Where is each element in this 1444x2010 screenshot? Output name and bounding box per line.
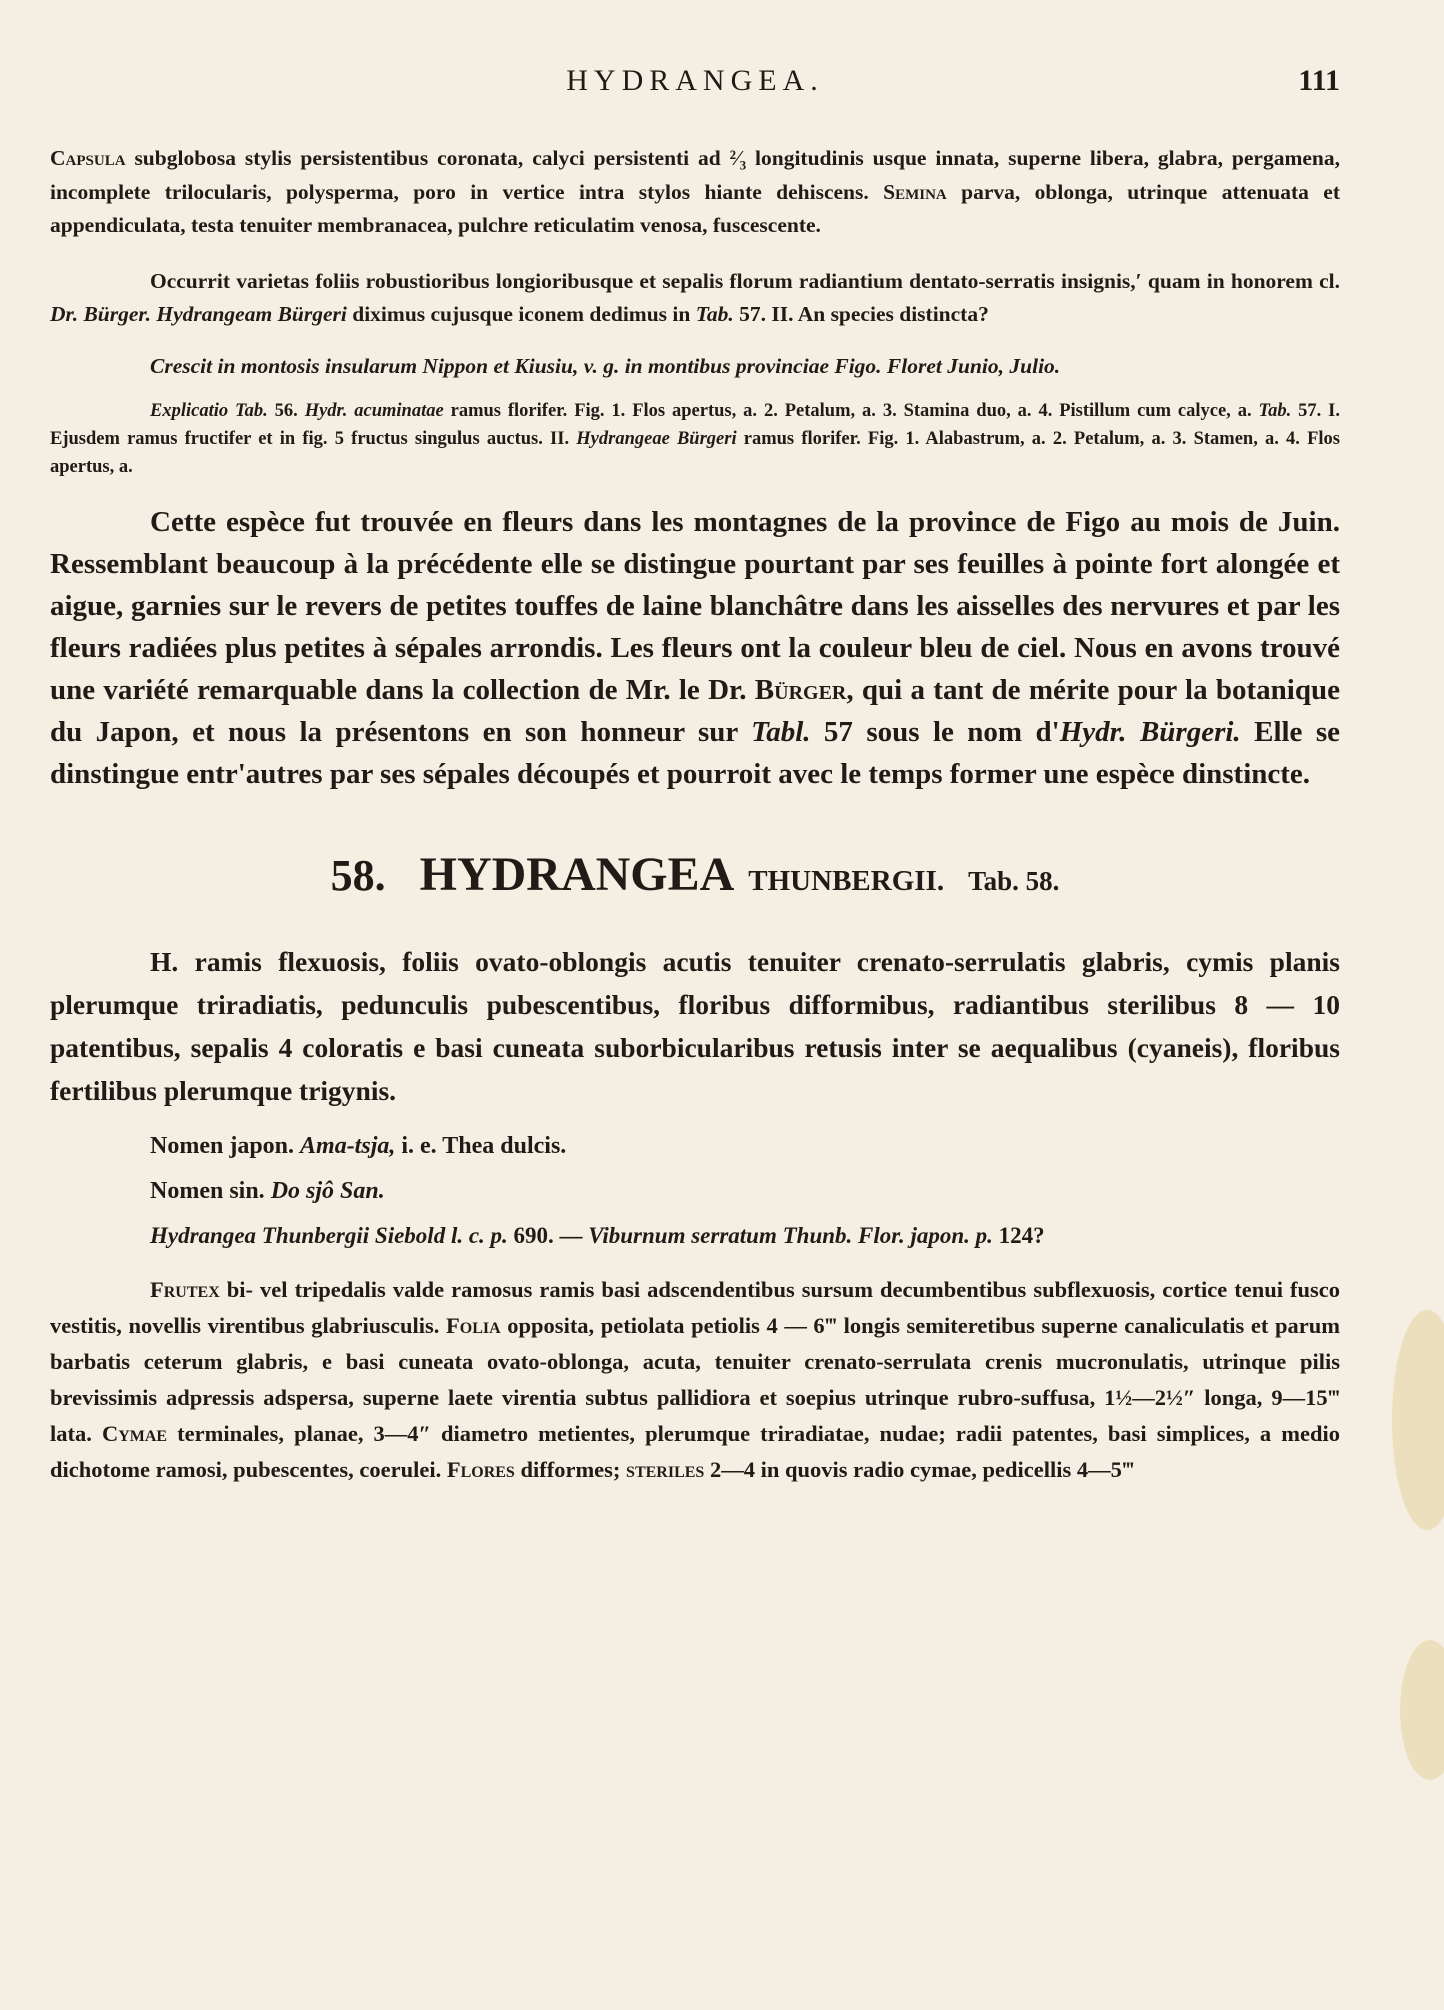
species-tab: Tab. 58. xyxy=(968,866,1060,896)
term-flores: Flores xyxy=(446,1457,515,1482)
french-text-3: 57 sous le nom d' xyxy=(810,716,1060,748)
synonym-text-1: Hydrangea Thunbergii Siebold l. c. p. xyxy=(150,1223,508,1248)
explicatio-hydr-2: Hydrangeae Bürgeri xyxy=(576,429,737,449)
capsula-text-3: parva, oblonga, utrinque attenuata et appendiculata, testa tenuiter membranacea, pulchre reticulatim venosa, fuscescente. xyxy=(50,179,1340,237)
term-frutex: Frutex xyxy=(150,1277,220,1302)
capsula-text-2: longitudinis usque innata, superne libera, glabra, pergamena, incomplete trilocularis, polysperma, poro in vertice intra stylos hiante dehiscens. xyxy=(50,146,1340,204)
term-cymae: Cymae xyxy=(101,1421,168,1446)
explicatio-text-1: 56. xyxy=(267,401,305,421)
french-text-1: Cette espèce fut trouvée en fleurs dans les montagnes de la province de Figo au mois de Juin. Ressemblant beaucoup à la précédente elle se distingue pourtant par ses feuilles à pointe fort alongée et aigue, garnies sur le revers de petites touffes de laine blanchâtre dans les aisselles des nervures et par les fleurs radiées plus petites à sépales arrondis. Les fleurs ont la couleur bleu de ciel. Nous en avons trouvé une variété remarquable dans la collection de Mr. le Dr. xyxy=(50,506,1340,706)
varietas-text-1: Occurrit varietas foliis robustioribus longioribusque et sepalis florum radiantium dentato-serratis insignis,ʹ quam in honorem cl. xyxy=(150,268,1340,293)
frutex-paragraph xyxy=(50,1272,1340,1488)
nomen-sin-label: Nomen sin. xyxy=(150,1178,271,1204)
frutex-text-1: bi- vel tripedalis valde ramosus ramis basi adscendentibus sursum decumbentibus subflexuosis, cortice tenui fusco vestitis, novellis virentibus glabriusculis. xyxy=(50,1277,1340,1338)
term-capsula: Capsula xyxy=(50,146,126,170)
nomen-sin xyxy=(50,1169,1340,1214)
nomen-japon xyxy=(50,1124,1340,1169)
species-heading xyxy=(50,847,1340,902)
varietas-text-2: diximus cujusque iconem dedimus in xyxy=(346,302,696,326)
french-text-2: , qui a tant de mérite pour la botanique du Japon, et nous la présentons en son honneur sur xyxy=(50,674,1340,748)
explicatio-tab-2: Tab. xyxy=(1258,401,1292,421)
paper-stain xyxy=(1392,1310,1444,1530)
french-burger: Bürger xyxy=(754,674,847,706)
frutex-text-2: opposita, petiolata petiolis 4 — 6‴ longis semiteretibus superne canaliculatis et parum barbatis ceterum glabris, e basi cuneata ovato-oblonga, acuta, tenuiter crenato-serrulata crenis mucronulatis, utrinque pilis brevissimis adpressis adspersa, superne laete virentia subtus pallidiora et soepius utrinque rubro-suffusa, 1½—2½″ longa, 9—15‴ lata. xyxy=(50,1313,1340,1446)
varietas-paragraph xyxy=(50,265,1340,332)
capsula-paragraph xyxy=(50,142,1340,243)
species-number: 58. xyxy=(330,851,386,900)
varietas-text-3: 57. II. An species distincta? xyxy=(733,302,989,326)
explicatio-text-2: ramus florifer. Fig. 1. Flos apertus, a. 2. Petalum, a. 3. Stamina duo, a. 4. Pistillum cum calyce, a. xyxy=(443,401,1259,421)
frutex-text-3: terminales, planae, 3—4″ diametro metientes, plerumque triradiatae, nudae; radii patentes, basi simplices, a medio dichotome ramosi, pubescentes, coerulei. xyxy=(50,1421,1340,1482)
explicatio-hydr-1: Hydr. acuminatae xyxy=(304,401,444,421)
term-semina: Semina xyxy=(883,179,947,204)
french-paragraph xyxy=(50,501,1340,795)
running-title: HYDRANGEA. xyxy=(566,64,824,97)
page xyxy=(50,56,1340,1488)
french-tabl: Tabl. xyxy=(751,716,811,748)
species-epithet: THUNBERGII. xyxy=(748,865,945,897)
species-genus: HYDRANGEA xyxy=(419,848,735,901)
explicatio-text-4: ramus florifer. Fig. 1. Alabastrum, a. 2. Petalum, a. 3. Stamen, a. 4. Flos apertus, a. xyxy=(50,429,1341,477)
frutex-text-5: 2—4 in quovis radio cymae, pedicellis 4—5‴ xyxy=(704,1457,1135,1482)
explicatio-paragraph xyxy=(50,397,1340,481)
running-head xyxy=(50,56,1340,112)
synonym-paragraph xyxy=(50,1218,1340,1254)
explicatio-text-3: 57. I. Ejusdem ramus fructifer et in fig. 5 fructus singulus auctus. II. xyxy=(50,401,1341,449)
page-number: 111 xyxy=(1298,64,1340,97)
nomen-japon-label: Nomen japon. xyxy=(150,1133,301,1159)
habitat-paragraph: Crescit in montosis insularum Nippon et Kiusiu, v. g. in montibus provinciae Figo. Floret Junio, Julio. xyxy=(150,353,1061,378)
synonym-text-4: 124? xyxy=(992,1223,1045,1248)
term-steriles: steriles xyxy=(626,1457,705,1482)
nomen-sin-name: Do sjô San. xyxy=(270,1178,385,1204)
frutex-text-4: difformes; xyxy=(514,1457,627,1482)
capsula-text-1: subglobosa stylis persistentibus coronata, calyci persistenti ad xyxy=(125,146,730,170)
varietas-tab: Tab. xyxy=(695,302,734,326)
varietas-name: Dr. Bürger. Hydrangeam Bürgeri xyxy=(50,302,347,326)
nomen-japon-rest: i. e. Thea dulcis. xyxy=(395,1133,567,1159)
term-folia: Folia xyxy=(446,1313,501,1338)
paper-stain xyxy=(1400,1640,1444,1780)
nomen-japon-name: Ama-tsja, xyxy=(300,1133,396,1159)
synonym-text-3: Viburnum serratum Thunb. Flor. japon. p. xyxy=(588,1223,993,1248)
explicatio-lead: Explicatio Tab. xyxy=(150,401,268,421)
synonym-text-2: 690. — xyxy=(507,1223,589,1248)
capsula-fraction: ²⁄₃ xyxy=(729,146,747,170)
french-hydr: Hydr. Bürgeri. xyxy=(1059,716,1241,748)
french-text-4: Elle se dinstingue entr'autres par ses sépales découpés et pourroit avec le temps former une espèce dinstincte. xyxy=(50,716,1340,790)
diagnosis-paragraph: H. ramis flexuosis, foliis ovato-oblongis acutis tenuiter crenato-serrulatis glabris, cymis planis plerumque triradiatis, pedunculis pubescentibus, floribus difformibus, radiantibus sterilibus 8 — 10 patentibus, sepalis 4 coloratis e basi cuneata suborbicularibus retusis inter se aequalibus (cyaneis), floribus fertilibus plerumque trigynis. xyxy=(50,946,1340,1106)
